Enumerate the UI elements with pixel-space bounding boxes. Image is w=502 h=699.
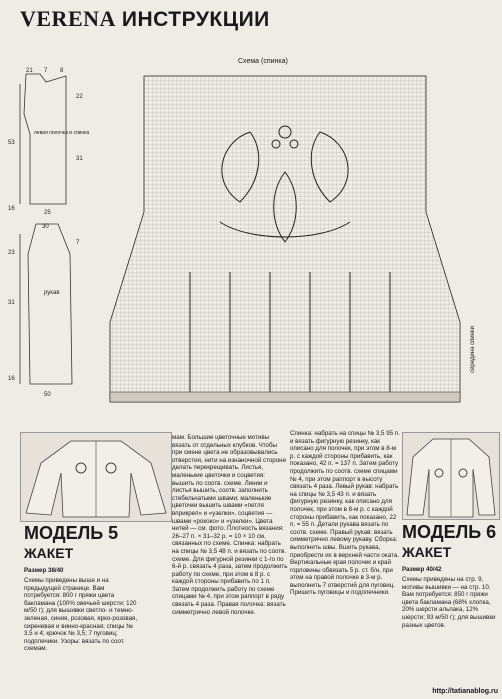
section-title: ИНСТРУКЦИИ [121,8,270,31]
chart-side-label: середина спинки [470,326,476,373]
brand-title: VERENA [20,6,116,31]
front-label: левая полочка и спинка [34,130,90,136]
model5-text: Схемы приведены выше и на предыдущей странице. Вам потребуется: 800 г пряжи цвета бакламана (100% овечьей шерсти; 120 м/50 г); для вышивки светло- и темно-зеленая, синяя, розовая, ярко-розовая, сиреневая и винно-красная; спицы № 3,5 и 4; крючок № 3,5; 7 пуговиц; подплечики. Узоры: вязать по соот. схемам. [24,577,138,653]
pattern-number: 23 [8,250,15,256]
pattern-number: 7 [44,68,48,74]
pattern-number: 16 [8,376,15,382]
model6-subtitle: ЖАКЕТ [402,544,452,560]
pattern-number: 53 [8,140,15,146]
sleeve-label: рукав [44,290,60,296]
knitting-chart [100,72,470,428]
model6-text: Схемы приведены на стр. 9, мотивы вышивки — на стр. 10. Вам потребуется: 850 г пряжи цвета бакламана (68% хлопка, 20% шерсти альпака, 12% шерсти; 93 м/50 г); для вышивки разных цветов. [402,576,496,629]
model6-size: Размер 40/42 [402,566,442,573]
pattern-number: 25 [44,210,51,216]
middle-column-text: мам. Большие цветочные мотивы вязать от отдельных клубков. Чтобы при смене цвета не образовывались отверстия, нити на изнаночной стороне делать перекрещивать. Листья, маленькие цветочки и соцветия: вышить по соотв. схеме. Линии и листья вышить, соотв. заполнить стебельчатыми швами; маленькие цветочки вышить швами «петля вприкреп» и «узелки», соцветия — швами «рококо» и «узелки». Цвета нитей — см. фото. Плотность вязания: 26–27 п. × 31–32 р. = 10 × 10 см, связанных по схеме. Спинка: набрать на спицы № 3,5 48 п. и вязать по соотв. схеме. Для фигурной резинки с 1-го по 6-й р. связать 4 раза, затем продолжить работу по схеме, при этом в 8 р. с каждой стороны прибавить по 1 п. Затем продолжить работу по схеме спицами № 4, при этом раппорт в ряду связать 4 раза. Правая полочка: вязать симметрично левой полочке. [172,434,288,616]
model6-sketch [402,432,500,520]
model6-title: МОДЕЛЬ 6 [402,522,497,542]
pattern-number: 8 [60,68,64,74]
chart-rib-band [110,392,460,402]
model5-title: МОДЕЛЬ 5 [24,523,119,543]
model5-sketch [20,432,172,522]
sleeve-pattern-outline [28,224,72,384]
model5-subtitle: ЖАКЕТ [24,545,74,561]
pattern-number: 22 [76,94,83,100]
chart-title: Схема (спинка) [238,58,288,65]
page-header [20,6,270,32]
pattern-number: 31 [76,156,83,162]
front-pattern-outline [24,74,66,204]
pattern-number: 21 [26,68,33,74]
pattern-number: 31 [8,300,15,306]
pattern-numbers [8,68,83,398]
pattern-number: 7 [76,240,80,246]
pattern-number: 50 [44,392,51,398]
source-url[interactable]: http://tatianablog.ru [432,688,498,695]
pattern-number: 30 [42,224,49,230]
pattern-number: 16 [8,206,15,212]
right-column-text: Спинка: набрать на спицы № 3,5 95 п. и вязать фигурную резинку, как описано для полочек, при этом в 8-м р. с каждой стороны прибавить, как показано, 42 п. = 137 п. Затем работу продолжить по соотв. схеме спицами № 4, при этом раппорт в высоту связать 4 раза. Левый рукав: набрать на спицы № 3,5 43 п. и вязать фигурную резинку, как описано для полочек, при этом в 8-м р. с каждой стороны прибавить, как показано, 22 п. = 55 п. Детали рукава вязать по соотв. схеме. Правый рукав: вязать симметрично левому рукаву. Сборка: выполнить швы. Вшить рукава, приобрести их в верхней части оката. Вертикальные края полочек и край горловины обвязать 5 р. ст. б/н, при этом на правой полочке в 3-м р. выполнить 7 отверстий для пуговиц. Пришить пуговицы и подплечники. [290,430,400,597]
chart-outline [110,76,460,402]
model5-size: Размер 38/40 [24,567,64,574]
